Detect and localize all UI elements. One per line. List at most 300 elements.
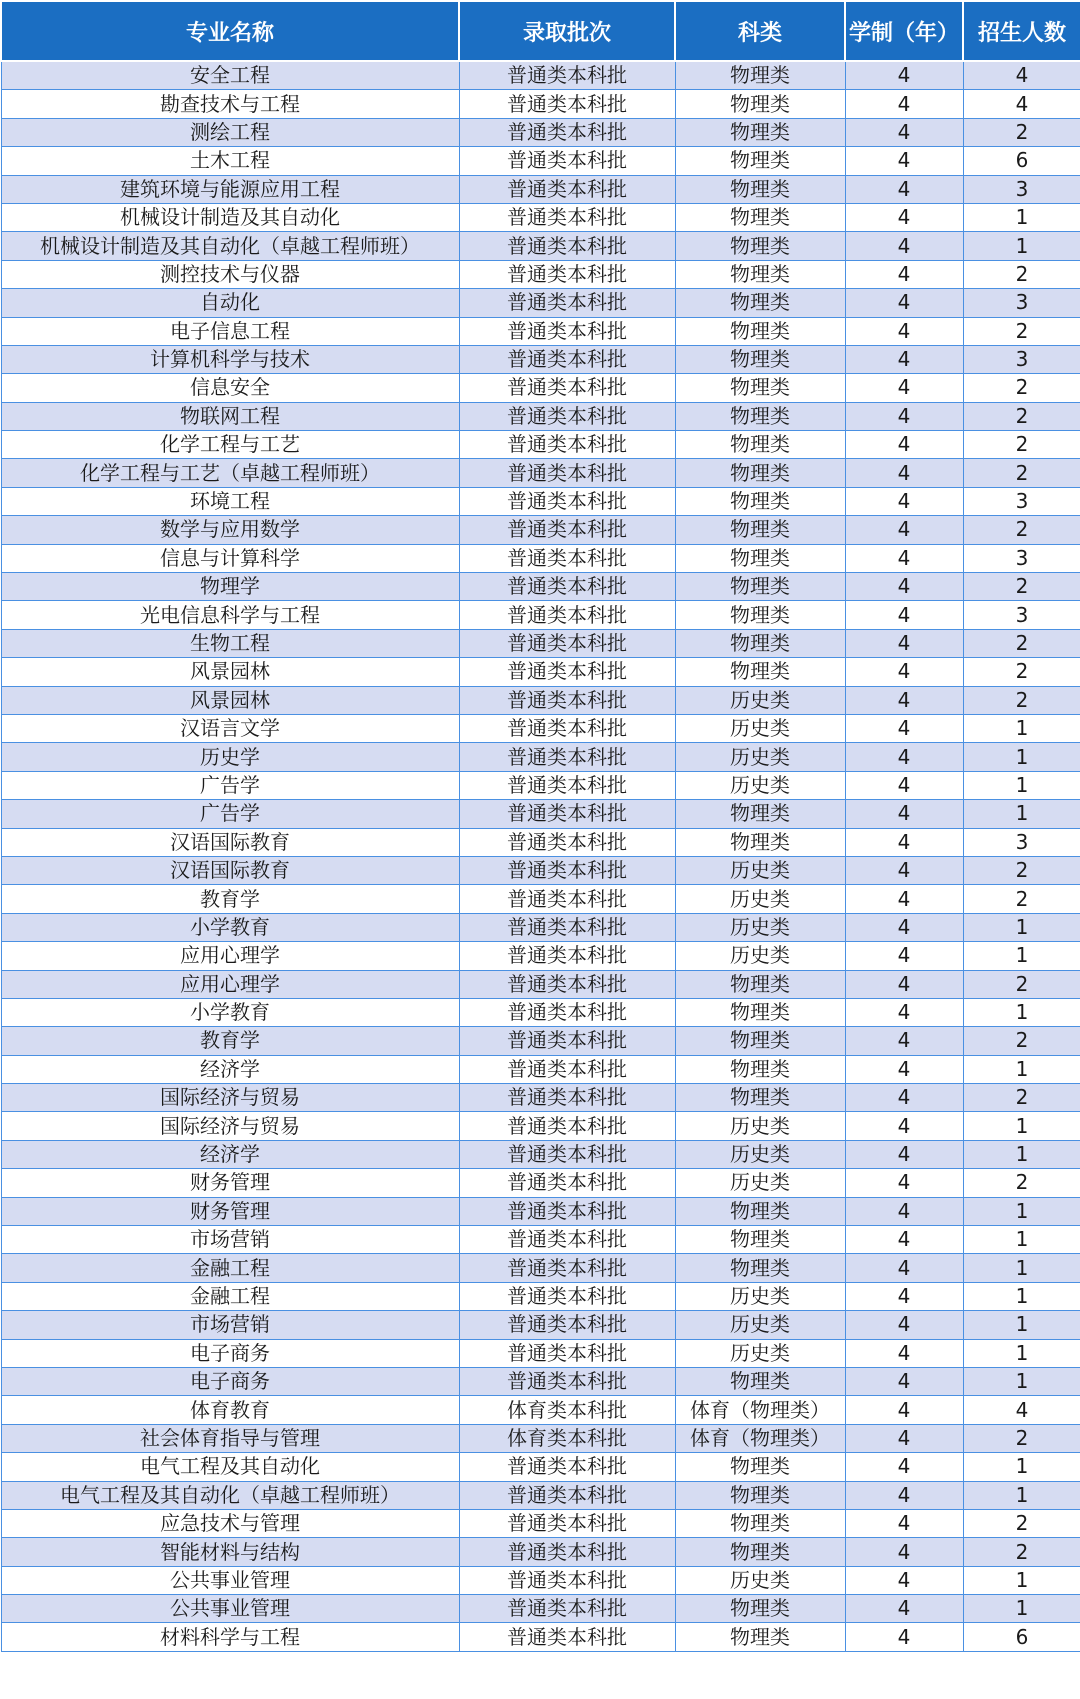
cell-admission-batch: 普通类本科批 <box>459 260 675 288</box>
cell-duration-years: 4 <box>845 714 963 742</box>
cell-duration-years: 4 <box>845 998 963 1026</box>
cell-major-name: 勘查技术与工程 <box>1 90 459 118</box>
cell-enrollment-count: 2 <box>963 1084 1080 1112</box>
table-row <box>1 544 1080 572</box>
table-row <box>1 1197 1080 1225</box>
cell-major-name: 建筑环境与能源应用工程 <box>1 175 459 203</box>
table-row <box>1 232 1080 260</box>
cell-duration-years: 4 <box>845 629 963 657</box>
cell-admission-batch: 普通类本科批 <box>459 374 675 402</box>
cell-duration-years: 4 <box>845 1481 963 1509</box>
cell-subject-category: 物理类 <box>675 1226 845 1254</box>
cell-major-name: 应用心理学 <box>1 970 459 998</box>
table-row <box>1 998 1080 1026</box>
cell-duration-years: 4 <box>845 544 963 572</box>
cell-duration-years: 4 <box>845 1084 963 1112</box>
cell-duration-years: 4 <box>845 1311 963 1339</box>
cell-major-name: 光电信息科学与工程 <box>1 601 459 629</box>
cell-major-name: 电气工程及其自动化（卓越工程师班） <box>1 1481 459 1509</box>
cell-enrollment-count: 1 <box>963 232 1080 260</box>
table-row <box>1 1509 1080 1537</box>
cell-admission-batch: 普通类本科批 <box>459 1481 675 1509</box>
cell-major-name: 应用心理学 <box>1 942 459 970</box>
cell-subject-category: 物理类 <box>675 118 845 146</box>
cell-duration-years: 4 <box>845 232 963 260</box>
cell-duration-years: 4 <box>845 970 963 998</box>
cell-major-name: 土木工程 <box>1 147 459 175</box>
cell-enrollment-count: 1 <box>963 1566 1080 1594</box>
cell-subject-category: 物理类 <box>675 970 845 998</box>
table-row <box>1 459 1080 487</box>
cell-subject-category: 历史类 <box>675 1140 845 1168</box>
cell-major-name: 信息安全 <box>1 374 459 402</box>
cell-admission-batch: 普通类本科批 <box>459 1282 675 1310</box>
cell-subject-category: 物理类 <box>675 544 845 572</box>
cell-subject-category: 物理类 <box>675 1055 845 1083</box>
cell-subject-category: 历史类 <box>675 714 845 742</box>
cell-subject-category: 物理类 <box>675 402 845 430</box>
table-row <box>1 828 1080 856</box>
header-subject-category: 科类 <box>675 1 845 61</box>
table-row <box>1 1339 1080 1367</box>
cell-enrollment-count: 1 <box>963 1197 1080 1225</box>
cell-major-name: 电子商务 <box>1 1367 459 1395</box>
cell-duration-years: 4 <box>845 175 963 203</box>
cell-duration-years: 4 <box>845 743 963 771</box>
table-row <box>1 1595 1080 1623</box>
cell-admission-batch: 普通类本科批 <box>459 1311 675 1339</box>
table-row <box>1 800 1080 828</box>
cell-admission-batch: 普通类本科批 <box>459 431 675 459</box>
table-body <box>1 61 1080 1651</box>
cell-enrollment-count: 2 <box>963 1424 1080 1452</box>
cell-major-name: 财务管理 <box>1 1169 459 1197</box>
cell-duration-years: 4 <box>845 374 963 402</box>
cell-admission-batch: 普通类本科批 <box>459 203 675 231</box>
cell-major-name: 教育学 <box>1 885 459 913</box>
cell-admission-batch: 普通类本科批 <box>459 1538 675 1566</box>
cell-duration-years: 4 <box>845 913 963 941</box>
cell-subject-category: 物理类 <box>675 1197 845 1225</box>
cell-enrollment-count: 1 <box>963 771 1080 799</box>
table-row <box>1 1055 1080 1083</box>
table-row <box>1 487 1080 515</box>
table-row <box>1 686 1080 714</box>
cell-duration-years: 4 <box>845 1254 963 1282</box>
cell-admission-batch: 普通类本科批 <box>459 1084 675 1112</box>
table-row <box>1 573 1080 601</box>
cell-enrollment-count: 2 <box>963 885 1080 913</box>
cell-admission-batch: 体育类本科批 <box>459 1424 675 1452</box>
cell-enrollment-count: 1 <box>963 714 1080 742</box>
cell-subject-category: 物理类 <box>675 658 845 686</box>
cell-subject-category: 物理类 <box>675 1538 845 1566</box>
cell-major-name: 电气工程及其自动化 <box>1 1453 459 1481</box>
cell-duration-years: 4 <box>845 942 963 970</box>
table-row <box>1 260 1080 288</box>
cell-duration-years: 4 <box>845 402 963 430</box>
cell-admission-batch: 普通类本科批 <box>459 232 675 260</box>
cell-major-name: 财务管理 <box>1 1197 459 1225</box>
cell-enrollment-count: 1 <box>963 1140 1080 1168</box>
cell-duration-years: 4 <box>845 118 963 146</box>
cell-subject-category: 物理类 <box>675 1027 845 1055</box>
cell-duration-years: 4 <box>845 1396 963 1424</box>
table-row <box>1 516 1080 544</box>
cell-duration-years: 4 <box>845 61 963 90</box>
cell-subject-category: 历史类 <box>675 942 845 970</box>
cell-admission-batch: 普通类本科批 <box>459 998 675 1026</box>
cell-duration-years: 4 <box>845 658 963 686</box>
cell-major-name: 金融工程 <box>1 1282 459 1310</box>
cell-duration-years: 4 <box>845 1112 963 1140</box>
cell-subject-category: 物理类 <box>675 1509 845 1537</box>
table-row <box>1 1566 1080 1594</box>
cell-duration-years: 4 <box>845 1623 963 1651</box>
cell-subject-category: 物理类 <box>675 800 845 828</box>
cell-admission-batch: 普通类本科批 <box>459 317 675 345</box>
cell-subject-category: 历史类 <box>675 771 845 799</box>
cell-duration-years: 4 <box>845 1282 963 1310</box>
cell-subject-category: 物理类 <box>675 1623 845 1651</box>
cell-enrollment-count: 4 <box>963 61 1080 90</box>
cell-subject-category: 物理类 <box>675 998 845 1026</box>
cell-subject-category: 物理类 <box>675 374 845 402</box>
table-row <box>1 1538 1080 1566</box>
cell-duration-years: 4 <box>845 1055 963 1083</box>
cell-duration-years: 4 <box>845 317 963 345</box>
cell-subject-category: 历史类 <box>675 1311 845 1339</box>
cell-enrollment-count: 4 <box>963 1396 1080 1424</box>
table-row <box>1 771 1080 799</box>
cell-enrollment-count: 3 <box>963 345 1080 373</box>
table-row <box>1 601 1080 629</box>
cell-major-name: 国际经济与贸易 <box>1 1112 459 1140</box>
cell-subject-category: 物理类 <box>675 1595 845 1623</box>
cell-subject-category: 历史类 <box>675 1282 845 1310</box>
cell-subject-category: 物理类 <box>675 175 845 203</box>
cell-duration-years: 4 <box>845 686 963 714</box>
cell-enrollment-count: 1 <box>963 743 1080 771</box>
cell-admission-batch: 普通类本科批 <box>459 800 675 828</box>
cell-admission-batch: 普通类本科批 <box>459 743 675 771</box>
cell-duration-years: 4 <box>845 1453 963 1481</box>
cell-major-name: 数学与应用数学 <box>1 516 459 544</box>
cell-enrollment-count: 2 <box>963 431 1080 459</box>
table-row <box>1 913 1080 941</box>
cell-duration-years: 4 <box>845 1226 963 1254</box>
cell-admission-batch: 普通类本科批 <box>459 686 675 714</box>
cell-enrollment-count: 1 <box>963 1595 1080 1623</box>
cell-enrollment-count: 1 <box>963 1339 1080 1367</box>
cell-major-name: 广告学 <box>1 800 459 828</box>
table-row <box>1 61 1080 90</box>
table-row <box>1 374 1080 402</box>
cell-subject-category: 物理类 <box>675 1367 845 1395</box>
cell-major-name: 汉语言文学 <box>1 714 459 742</box>
cell-duration-years: 4 <box>845 487 963 515</box>
table-row <box>1 970 1080 998</box>
cell-duration-years: 4 <box>845 856 963 884</box>
cell-subject-category: 物理类 <box>675 203 845 231</box>
cell-subject-category: 历史类 <box>675 856 845 884</box>
cell-enrollment-count: 2 <box>963 260 1080 288</box>
cell-major-name: 市场营销 <box>1 1311 459 1339</box>
cell-subject-category: 物理类 <box>675 90 845 118</box>
table-row <box>1 1226 1080 1254</box>
cell-subject-category: 物理类 <box>675 601 845 629</box>
cell-duration-years: 4 <box>845 601 963 629</box>
cell-subject-category: 物理类 <box>675 345 845 373</box>
cell-enrollment-count: 1 <box>963 800 1080 828</box>
table-row <box>1 1112 1080 1140</box>
cell-major-name: 风景园林 <box>1 686 459 714</box>
cell-major-name: 材料科学与工程 <box>1 1623 459 1651</box>
cell-duration-years: 4 <box>845 1140 963 1168</box>
cell-enrollment-count: 3 <box>963 289 1080 317</box>
cell-enrollment-count: 1 <box>963 1367 1080 1395</box>
cell-enrollment-count: 2 <box>963 1169 1080 1197</box>
table-row <box>1 1396 1080 1424</box>
table-row <box>1 1311 1080 1339</box>
cell-admission-batch: 普通类本科批 <box>459 1623 675 1651</box>
cell-subject-category: 历史类 <box>675 885 845 913</box>
cell-admission-batch: 普通类本科批 <box>459 1453 675 1481</box>
cell-admission-batch: 普通类本科批 <box>459 1169 675 1197</box>
cell-subject-category: 物理类 <box>675 431 845 459</box>
cell-admission-batch: 普通类本科批 <box>459 970 675 998</box>
cell-major-name: 化学工程与工艺 <box>1 431 459 459</box>
cell-major-name: 安全工程 <box>1 61 459 90</box>
table-row <box>1 431 1080 459</box>
cell-duration-years: 4 <box>845 90 963 118</box>
cell-enrollment-count: 2 <box>963 658 1080 686</box>
cell-admission-batch: 普通类本科批 <box>459 913 675 941</box>
cell-admission-batch: 普通类本科批 <box>459 402 675 430</box>
table-row <box>1 345 1080 373</box>
cell-subject-category: 物理类 <box>675 317 845 345</box>
cell-admission-batch: 普通类本科批 <box>459 1140 675 1168</box>
cell-enrollment-count: 1 <box>963 1254 1080 1282</box>
table-row <box>1 1282 1080 1310</box>
table-row <box>1 90 1080 118</box>
cell-subject-category: 历史类 <box>675 743 845 771</box>
cell-duration-years: 4 <box>845 1197 963 1225</box>
cell-admission-batch: 普通类本科批 <box>459 1027 675 1055</box>
cell-major-name: 自动化 <box>1 289 459 317</box>
cell-subject-category: 物理类 <box>675 61 845 90</box>
cell-major-name: 广告学 <box>1 771 459 799</box>
cell-enrollment-count: 2 <box>963 118 1080 146</box>
cell-major-name: 物理学 <box>1 573 459 601</box>
table-row <box>1 1254 1080 1282</box>
cell-admission-batch: 普通类本科批 <box>459 289 675 317</box>
cell-enrollment-count: 6 <box>963 1623 1080 1651</box>
cell-admission-batch: 普通类本科批 <box>459 544 675 572</box>
table-row <box>1 1084 1080 1112</box>
cell-major-name: 物联网工程 <box>1 402 459 430</box>
cell-subject-category: 物理类 <box>675 1254 845 1282</box>
cell-duration-years: 4 <box>845 289 963 317</box>
table-row <box>1 714 1080 742</box>
cell-enrollment-count: 2 <box>963 629 1080 657</box>
cell-admission-batch: 普通类本科批 <box>459 629 675 657</box>
cell-major-name: 电子商务 <box>1 1339 459 1367</box>
cell-major-name: 社会体育指导与管理 <box>1 1424 459 1452</box>
cell-subject-category: 体育（物理类） <box>675 1396 845 1424</box>
table-row <box>1 289 1080 317</box>
cell-enrollment-count: 2 <box>963 1509 1080 1537</box>
cell-subject-category: 物理类 <box>675 629 845 657</box>
cell-enrollment-count: 2 <box>963 1538 1080 1566</box>
table-row <box>1 1140 1080 1168</box>
cell-major-name: 计算机科学与技术 <box>1 345 459 373</box>
cell-major-name: 小学教育 <box>1 913 459 941</box>
cell-major-name: 化学工程与工艺（卓越工程师班） <box>1 459 459 487</box>
cell-duration-years: 4 <box>845 1509 963 1537</box>
cell-admission-batch: 普通类本科批 <box>459 175 675 203</box>
cell-enrollment-count: 3 <box>963 601 1080 629</box>
cell-admission-batch: 普通类本科批 <box>459 1339 675 1367</box>
cell-subject-category: 物理类 <box>675 289 845 317</box>
cell-enrollment-count: 1 <box>963 1055 1080 1083</box>
cell-subject-category: 物理类 <box>675 147 845 175</box>
cell-enrollment-count: 3 <box>963 828 1080 856</box>
cell-subject-category: 物理类 <box>675 573 845 601</box>
table-row <box>1 629 1080 657</box>
cell-duration-years: 4 <box>845 1538 963 1566</box>
cell-enrollment-count: 1 <box>963 1481 1080 1509</box>
cell-admission-batch: 普通类本科批 <box>459 1055 675 1083</box>
cell-major-name: 经济学 <box>1 1140 459 1168</box>
cell-admission-batch: 普通类本科批 <box>459 1197 675 1225</box>
cell-enrollment-count: 2 <box>963 573 1080 601</box>
cell-subject-category: 物理类 <box>675 1453 845 1481</box>
table-row <box>1 147 1080 175</box>
cell-duration-years: 4 <box>845 516 963 544</box>
cell-enrollment-count: 1 <box>963 913 1080 941</box>
table-row <box>1 402 1080 430</box>
cell-subject-category: 物理类 <box>675 487 845 515</box>
cell-major-name: 教育学 <box>1 1027 459 1055</box>
cell-admission-batch: 普通类本科批 <box>459 90 675 118</box>
cell-major-name: 机械设计制造及其自动化 <box>1 203 459 231</box>
cell-major-name: 汉语国际教育 <box>1 856 459 884</box>
cell-enrollment-count: 6 <box>963 147 1080 175</box>
table-row <box>1 317 1080 345</box>
cell-admission-batch: 普通类本科批 <box>459 856 675 884</box>
cell-duration-years: 4 <box>845 828 963 856</box>
cell-duration-years: 4 <box>845 885 963 913</box>
cell-subject-category: 物理类 <box>675 1481 845 1509</box>
cell-enrollment-count: 1 <box>963 998 1080 1026</box>
table-row <box>1 885 1080 913</box>
cell-major-name: 机械设计制造及其自动化（卓越工程师班） <box>1 232 459 260</box>
table-row <box>1 942 1080 970</box>
table-row <box>1 1424 1080 1452</box>
cell-major-name: 测绘工程 <box>1 118 459 146</box>
table-row <box>1 175 1080 203</box>
header-admission-batch: 录取批次 <box>459 1 675 61</box>
cell-admission-batch: 普通类本科批 <box>459 1595 675 1623</box>
cell-subject-category: 物理类 <box>675 516 845 544</box>
cell-major-name: 电子信息工程 <box>1 317 459 345</box>
cell-duration-years: 4 <box>845 147 963 175</box>
cell-admission-batch: 普通类本科批 <box>459 459 675 487</box>
header-major-name: 专业名称 <box>1 1 459 61</box>
cell-duration-years: 4 <box>845 1339 963 1367</box>
cell-major-name: 智能材料与结构 <box>1 1538 459 1566</box>
cell-duration-years: 4 <box>845 203 963 231</box>
cell-major-name: 风景园林 <box>1 658 459 686</box>
cell-duration-years: 4 <box>845 573 963 601</box>
cell-admission-batch: 普通类本科批 <box>459 1112 675 1140</box>
cell-duration-years: 4 <box>845 1595 963 1623</box>
cell-duration-years: 4 <box>845 260 963 288</box>
cell-admission-batch: 普通类本科批 <box>459 1367 675 1395</box>
cell-admission-batch: 体育类本科批 <box>459 1396 675 1424</box>
cell-subject-category: 物理类 <box>675 260 845 288</box>
cell-subject-category: 历史类 <box>675 686 845 714</box>
cell-admission-batch: 普通类本科批 <box>459 1509 675 1537</box>
table-row <box>1 1027 1080 1055</box>
table-row <box>1 1367 1080 1395</box>
cell-enrollment-count: 3 <box>963 175 1080 203</box>
header-duration-years: 学制（年） <box>845 1 963 61</box>
cell-major-name: 信息与计算科学 <box>1 544 459 572</box>
cell-major-name: 公共事业管理 <box>1 1566 459 1594</box>
cell-enrollment-count: 1 <box>963 203 1080 231</box>
table-row <box>1 1623 1080 1651</box>
cell-duration-years: 4 <box>845 459 963 487</box>
cell-duration-years: 4 <box>845 345 963 373</box>
table-row <box>1 1481 1080 1509</box>
cell-duration-years: 4 <box>845 1169 963 1197</box>
cell-subject-category: 物理类 <box>675 232 845 260</box>
cell-major-name: 体育教育 <box>1 1396 459 1424</box>
cell-subject-category: 历史类 <box>675 913 845 941</box>
cell-admission-batch: 普通类本科批 <box>459 1566 675 1594</box>
cell-admission-batch: 普通类本科批 <box>459 147 675 175</box>
cell-admission-batch: 普通类本科批 <box>459 573 675 601</box>
cell-enrollment-count: 2 <box>963 317 1080 345</box>
cell-admission-batch: 普通类本科批 <box>459 516 675 544</box>
cell-enrollment-count: 3 <box>963 487 1080 515</box>
cell-enrollment-count: 2 <box>963 516 1080 544</box>
cell-duration-years: 4 <box>845 771 963 799</box>
cell-duration-years: 4 <box>845 1566 963 1594</box>
cell-enrollment-count: 2 <box>963 459 1080 487</box>
table-row <box>1 1169 1080 1197</box>
cell-duration-years: 4 <box>845 1027 963 1055</box>
cell-enrollment-count: 1 <box>963 1226 1080 1254</box>
cell-admission-batch: 普通类本科批 <box>459 487 675 515</box>
cell-enrollment-count: 2 <box>963 402 1080 430</box>
cell-subject-category: 体育（物理类） <box>675 1424 845 1452</box>
cell-subject-category: 历史类 <box>675 1112 845 1140</box>
table-row <box>1 658 1080 686</box>
cell-major-name: 小学教育 <box>1 998 459 1026</box>
cell-admission-batch: 普通类本科批 <box>459 828 675 856</box>
table-row <box>1 1453 1080 1481</box>
cell-enrollment-count: 1 <box>963 1311 1080 1339</box>
cell-duration-years: 4 <box>845 431 963 459</box>
cell-major-name: 生物工程 <box>1 629 459 657</box>
cell-admission-batch: 普通类本科批 <box>459 345 675 373</box>
header-enrollment-count: 招生人数 <box>963 1 1080 61</box>
header-row <box>1 1 1080 61</box>
cell-major-name: 测控技术与仪器 <box>1 260 459 288</box>
